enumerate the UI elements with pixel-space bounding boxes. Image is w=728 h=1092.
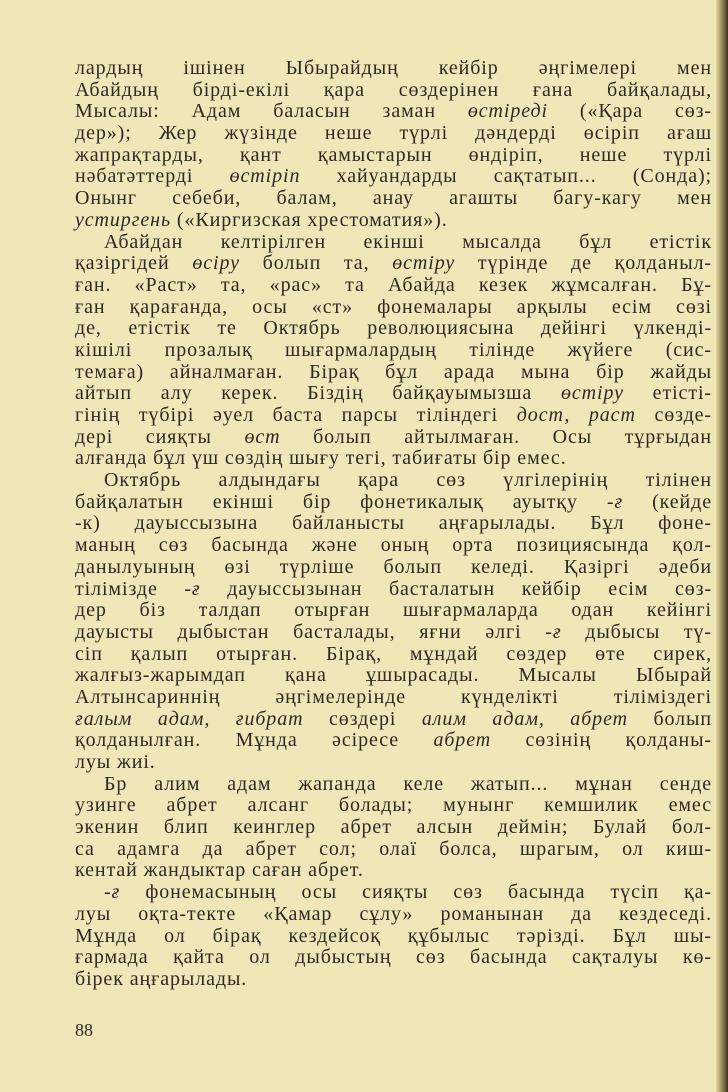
text-line (75, 513, 712, 535)
text-line (75, 101, 712, 123)
text-line (75, 730, 712, 752)
text-run: («Киргизская хрестоматия»). (171, 208, 448, 231)
text-run: Мысалы: Адам баласын заман (75, 100, 468, 123)
text-run: темаға) айналмаған. Бірақ бұл арада мына бір жайды (75, 360, 712, 383)
italic-term: өстіру (392, 252, 456, 275)
text-run: дері сияқты (75, 425, 245, 448)
text-line (75, 232, 712, 254)
italic-term: абрет (433, 729, 492, 752)
text-run: сіп қалып отырған. Бірақ, мұндай сөздер өте сирек, (75, 642, 712, 665)
text-run: айтып алу керек. Біздің байқауымызша (75, 382, 561, 405)
text-line (75, 166, 712, 188)
text-line (75, 427, 712, 449)
text-run: -к) дауыссызына байланысты аңғарылады. Бұл фоне- (75, 512, 712, 535)
text-line (75, 80, 712, 102)
text-run: етісті- (623, 382, 712, 405)
text-line (75, 318, 712, 340)
text-line (75, 470, 712, 492)
text-line (75, 926, 712, 948)
paragraph (75, 774, 712, 882)
page-number: 88 (75, 1020, 93, 1040)
text-run: сөзінің қолданы- (491, 729, 712, 752)
text-line (75, 557, 712, 579)
text-run: дауысты дыбыстан басталады, яғни әлгі (75, 620, 546, 643)
text-line (75, 774, 712, 796)
text-run: Мұнда ол бірақ кездейсоқ құбылыс тәрізді. Бұл шы- (75, 924, 712, 947)
text-run: болып та, (239, 252, 393, 275)
paragraph (75, 232, 712, 471)
text-run: болып айтылмаған. Осы тұрғыдан (280, 425, 712, 448)
text-line (75, 600, 712, 622)
text-line (75, 644, 712, 666)
text-line (75, 817, 712, 839)
text-line (75, 123, 712, 145)
text-run: экенин блип кеинглер абрет алсын деймін; Булай бол- (75, 816, 712, 839)
text-run: Бр алим адам жапанда келе жатып... мұнан сенде (104, 772, 712, 795)
italic-term: устиргень (75, 208, 172, 231)
text-run: дер біз талдап отырған шығармаларда одан кейінгі (75, 599, 712, 622)
text-run: ған. «Раст» та, «рас» та Абайда кезек жұмсалған. Бұ- (75, 273, 712, 296)
text-line (75, 58, 712, 80)
italic-term: -ғ (184, 577, 201, 600)
text-line (75, 362, 712, 384)
text-run: сөздері (303, 707, 422, 730)
text-line (75, 665, 712, 687)
paragraph (75, 58, 712, 232)
text-run: узинге абрет алсанг болады; мунынг кемшилик емес (75, 794, 712, 817)
text-line (75, 448, 712, 470)
text-line (75, 492, 712, 514)
italic-term: өстіру (561, 382, 624, 405)
text-line (75, 882, 712, 904)
text-run: жалғыз-жарымдап қана ұшырасады. Мысалы Ыбырай (75, 664, 712, 687)
italic-term: ғалым адам, ғибрат (75, 707, 304, 730)
text-run: Октябрь алдындағы қара сөз үлгілерінің тілінен (104, 469, 712, 492)
text-run: Абайдың бірді-екілі қара сөздерінен ғана байқалады, (75, 78, 712, 101)
text-run: лардың ішінен Ыбырайдың кейбір әңгімелері мен (75, 57, 712, 79)
text-line (75, 687, 712, 709)
text-line (75, 904, 712, 926)
text-run: нәбатәттерді (75, 165, 230, 188)
page-edge-shadow (716, 0, 728, 1092)
text-run: (кейде (623, 490, 713, 513)
text-line (75, 188, 712, 210)
text-line (75, 535, 712, 557)
text-line (75, 860, 712, 882)
text-run: Алтынсариннің әңгімелерінде күнделікті тіліміздегі (75, 685, 712, 708)
text-line (75, 145, 712, 167)
text-line (75, 340, 712, 362)
text-run: сөзде- (635, 404, 712, 426)
text-run: са адамга да абрет сол; олаї болса, шрагым, ол киш- (75, 837, 712, 860)
text-run: маның сөз басында және оның орта позициясында қол- (75, 534, 712, 557)
text-run: фонемасының осы сияқты сөз басында түсіп қа- (120, 881, 712, 904)
text-line (75, 969, 712, 991)
page-body-text (75, 58, 712, 991)
text-line (75, 709, 712, 731)
text-run: қолданылған. Мұнда әсіресе (75, 729, 434, 752)
text-run: («Қара сөз- (547, 100, 712, 123)
text-run: жапрақтарды, қант қамыстарын өндіріп, неше түрлі (75, 143, 712, 166)
text-run: луы оқта-текте «Қамар сұлу» романынан да кездеседі. (75, 902, 712, 925)
italic-term: өст (244, 425, 281, 448)
text-run: қазіргідей (75, 252, 193, 275)
text-line (75, 622, 712, 644)
text-line (75, 210, 712, 232)
text-run: Абайдан келтірілген екінші мысалда бұл етістік (104, 230, 712, 253)
italic-term: -ғ (545, 620, 562, 643)
text-line (75, 253, 712, 275)
text-run: Онынг себеби, балам, анау агашты багу-кагу мен (75, 187, 712, 210)
italic-term: алим адам, абрет (421, 707, 628, 730)
text-run: кішілі прозалық шығармалардың тілінде жүйеге (сис- (75, 338, 712, 361)
text-run: дыбысы тү- (561, 620, 712, 643)
text-line (75, 752, 712, 774)
text-line (75, 275, 712, 297)
text-run: байқалатын екінші бір фонетикалық ауытқу (75, 490, 607, 513)
italic-term: дост, раст (516, 404, 636, 426)
text-run: алғанда бұл үш сөздің шығу тегі, табиғаты бір емес. (75, 447, 567, 470)
text-line (75, 579, 712, 601)
text-run: де, етістік те Октябрь революциясына дейінгі үлкенді- (75, 317, 712, 340)
italic-term: өсіру (192, 252, 240, 275)
italic-term: -ғ (104, 881, 121, 904)
paragraph (75, 470, 712, 774)
text-line (75, 405, 712, 427)
text-run: хайуандарды сақтатып... (Сонда); (300, 165, 712, 188)
text-run: болып (627, 707, 712, 730)
italic-term: -ғ (606, 490, 624, 513)
text-run: гінің түбірі әуел баста парсы тіліндегі (75, 404, 517, 426)
text-run: түрінде де қолданыл- (455, 252, 712, 275)
text-line (75, 795, 712, 817)
italic-term: өстіреді (467, 100, 548, 123)
text-run: луы жиі. (75, 751, 156, 773)
italic-term: өстіріп (229, 165, 301, 188)
paragraph (75, 882, 712, 990)
text-line (75, 383, 712, 405)
text-run: ғармада қайта ол дыбыстың сөз басында сақталуы кө- (75, 946, 712, 969)
text-line (75, 947, 712, 969)
text-run: бірек аңғарылады. (75, 967, 248, 990)
text-run: тілімізде (75, 577, 185, 600)
text-run: ған қарағанда, осы «ст» фонемалары арқылы есім сөзі (75, 295, 712, 318)
text-run: дер»); Жер жүзінде неше түрлі дәндерді өсіріп ағаш (75, 122, 712, 145)
text-line (75, 297, 712, 319)
text-line (75, 839, 712, 861)
text-run: данылуының өзі түрліше болып келеді. Қазіргі әдеби (75, 555, 712, 578)
text-run: кентай жандыктар саған абрет. (75, 859, 364, 882)
text-run: дауыссызынан басталатын кейбір есім сөз- (200, 577, 713, 600)
